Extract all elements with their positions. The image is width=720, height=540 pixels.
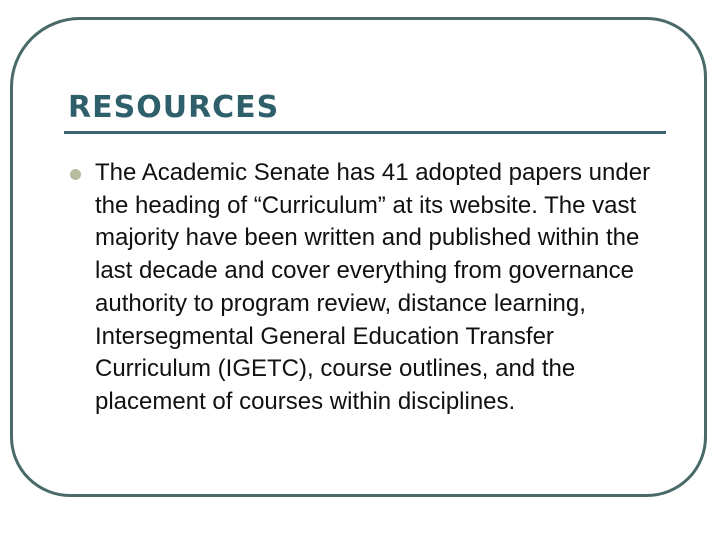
bullet-dot-icon — [70, 169, 81, 180]
slide-title: RESOURCES — [68, 90, 280, 125]
bullet-item — [70, 157, 670, 419]
bullet-list — [70, 157, 670, 419]
title-underline — [64, 131, 666, 134]
bullet-text: The Academic Senate has 41 adopted papers under the heading of “Curriculum” at its website. The vast majority have been written and published within the last decade and cover everything from governance authority to program review, distance learning, Intersegmental General Education Transfer Curriculum (IGETC), course outlines, and the placement of courses within disciplines. — [95, 159, 651, 415]
